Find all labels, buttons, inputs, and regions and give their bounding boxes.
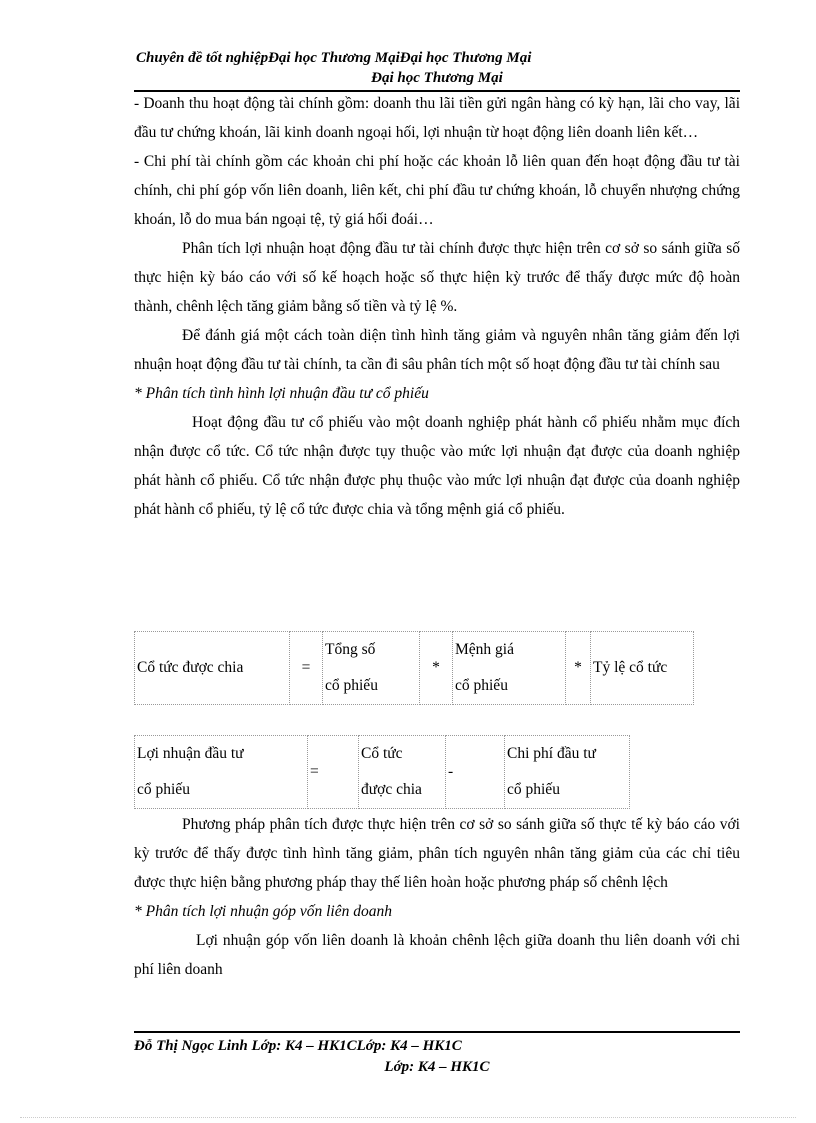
stock-profit-lhs <box>135 736 308 809</box>
dividend-term-rate: Tỷ lệ cổ tức <box>591 632 694 705</box>
term-line: cổ phiếu <box>137 781 190 798</box>
dividend-equals: = <box>290 632 323 705</box>
stock-profit-term-dividend <box>359 736 446 809</box>
paragraph-analysis: Phân tích lợi nhuận hoạt động đầu tư tài chính được thực hiện trên cơ sở so sánh giữa số thực hiện kỳ báo cáo với số kế hoạch hoặc số thực hiện kỳ trước để thấy được mức độ hoàn thành, chênh lệch tăng giảm bằng số tiền và tỷ lệ %. <box>134 240 740 315</box>
paragraph-joint-venture: Lợi nhuận góp vốn liên doanh là khoản chênh lệch giữa doanh thu liên doanh với chi phí liên doanh <box>134 932 740 978</box>
body-section-1 <box>134 89 740 524</box>
term-line: cổ phiếu <box>507 781 560 798</box>
heading-stock-profit: * Phân tích tình hình lợi nhuận đầu tư cổ phiếu <box>134 385 429 402</box>
minus-sign: - <box>446 736 505 809</box>
footer-line-2: Lớp: K4 – HK1C <box>384 1059 490 1075</box>
term-line: cổ phiếu <box>455 677 508 694</box>
stock-profit-formula <box>134 735 630 809</box>
heading-joint-venture: * Phân tích lợi nhuận góp vốn liên doanh <box>134 903 392 920</box>
term-line: cổ phiếu <box>325 677 378 694</box>
body-section-2 <box>134 810 740 984</box>
dividend-term-total-shares <box>323 632 420 705</box>
paragraph-revenue: - Doanh thu hoạt động tài chính gồm: doanh thu lãi tiền gửi ngân hàng có kỳ hạn, lãi cho vay, lãi đầu tư chứng khoán, lãi kinh doanh ngoại hối, lợi nhuận từ hoạt động liên doanh liên kết… <box>134 95 740 141</box>
paragraph-method: Phương pháp phân tích được thực hiện trên cơ sở so sánh giữa số thực tế kỳ báo cáo với kỳ trước để thấy được tình hình tăng giảm, phân tích nguyên nhân tăng giảm của các chỉ tiêu được thực hiện bằng phương pháp thay thế liên hoàn hoặc phương pháp số chênh lệch <box>134 816 740 891</box>
term-line: Chi phí đầu tư <box>507 745 596 762</box>
dividend-term-par-value <box>453 632 566 705</box>
page-header <box>134 48 740 88</box>
term-line: được chia <box>361 781 422 798</box>
term-line: Cổ tức <box>361 745 403 762</box>
term-line: Mệnh giá <box>455 641 514 658</box>
header-line-2: Đại học Thương Mại <box>371 70 503 86</box>
paragraph-stock-investment: Hoạt động đầu tư cổ phiếu vào một doanh nghiệp phát hành cổ phiếu nhằm mục đích nhận được cổ tức. Cổ tức nhận được tụy thuộc vào mức lợi nhuận đạt được của doanh nghiệp phát hành cổ phiếu. Cổ tức nhận được phụ thuộc vào mức lợi nhuận đạt được của doanh nghiệp phát hành cổ phiếu, tỷ lệ cổ tức được chia và tổng mệnh giá cổ phiếu. <box>134 414 740 518</box>
multiply-sign: * <box>420 632 453 705</box>
multiply-sign: * <box>566 632 591 705</box>
page-edge-divider <box>20 1117 796 1118</box>
header-line-1: Chuyên đề tốt nghiệpĐại học Thương MạiĐại học Thương Mại <box>136 50 532 66</box>
term-line: Tổng số <box>325 641 376 658</box>
footer-rule <box>134 1031 740 1033</box>
stock-profit-term-cost <box>505 736 630 809</box>
term-line: Lợi nhuận đầu tư <box>137 745 244 762</box>
stock-profit-equals: = <box>308 736 359 809</box>
footer-line-1: Đỗ Thị Ngọc Linh Lớp: K4 – HK1CLớp: K4 – HK1C <box>134 1038 462 1054</box>
paragraph-expenses: - Chi phí tài chính gồm các khoản chi phí hoặc các khoản lỗ liên quan đến hoạt động đầu tư tài chính, chi phí góp vốn liên doanh, liên kết, chi phí đầu tư chứng khoán, lỗ chuyển nhượng chứng khoán, lỗ do mua bán ngoại tệ, tỷ giá hối đoái… <box>134 153 740 228</box>
dividend-formula <box>134 631 694 705</box>
page-footer <box>134 1036 740 1078</box>
paragraph-evaluation: Để đánh giá một cách toàn diện tình hình tăng giảm và nguyên nhân tăng giảm đến lợi nhuận hoạt động đầu tư tài chính, ta cần đi sâu phân tích một số hoạt động đầu tư tài chính sau <box>134 327 740 373</box>
dividend-lhs: Cổ tức được chia <box>135 632 290 705</box>
